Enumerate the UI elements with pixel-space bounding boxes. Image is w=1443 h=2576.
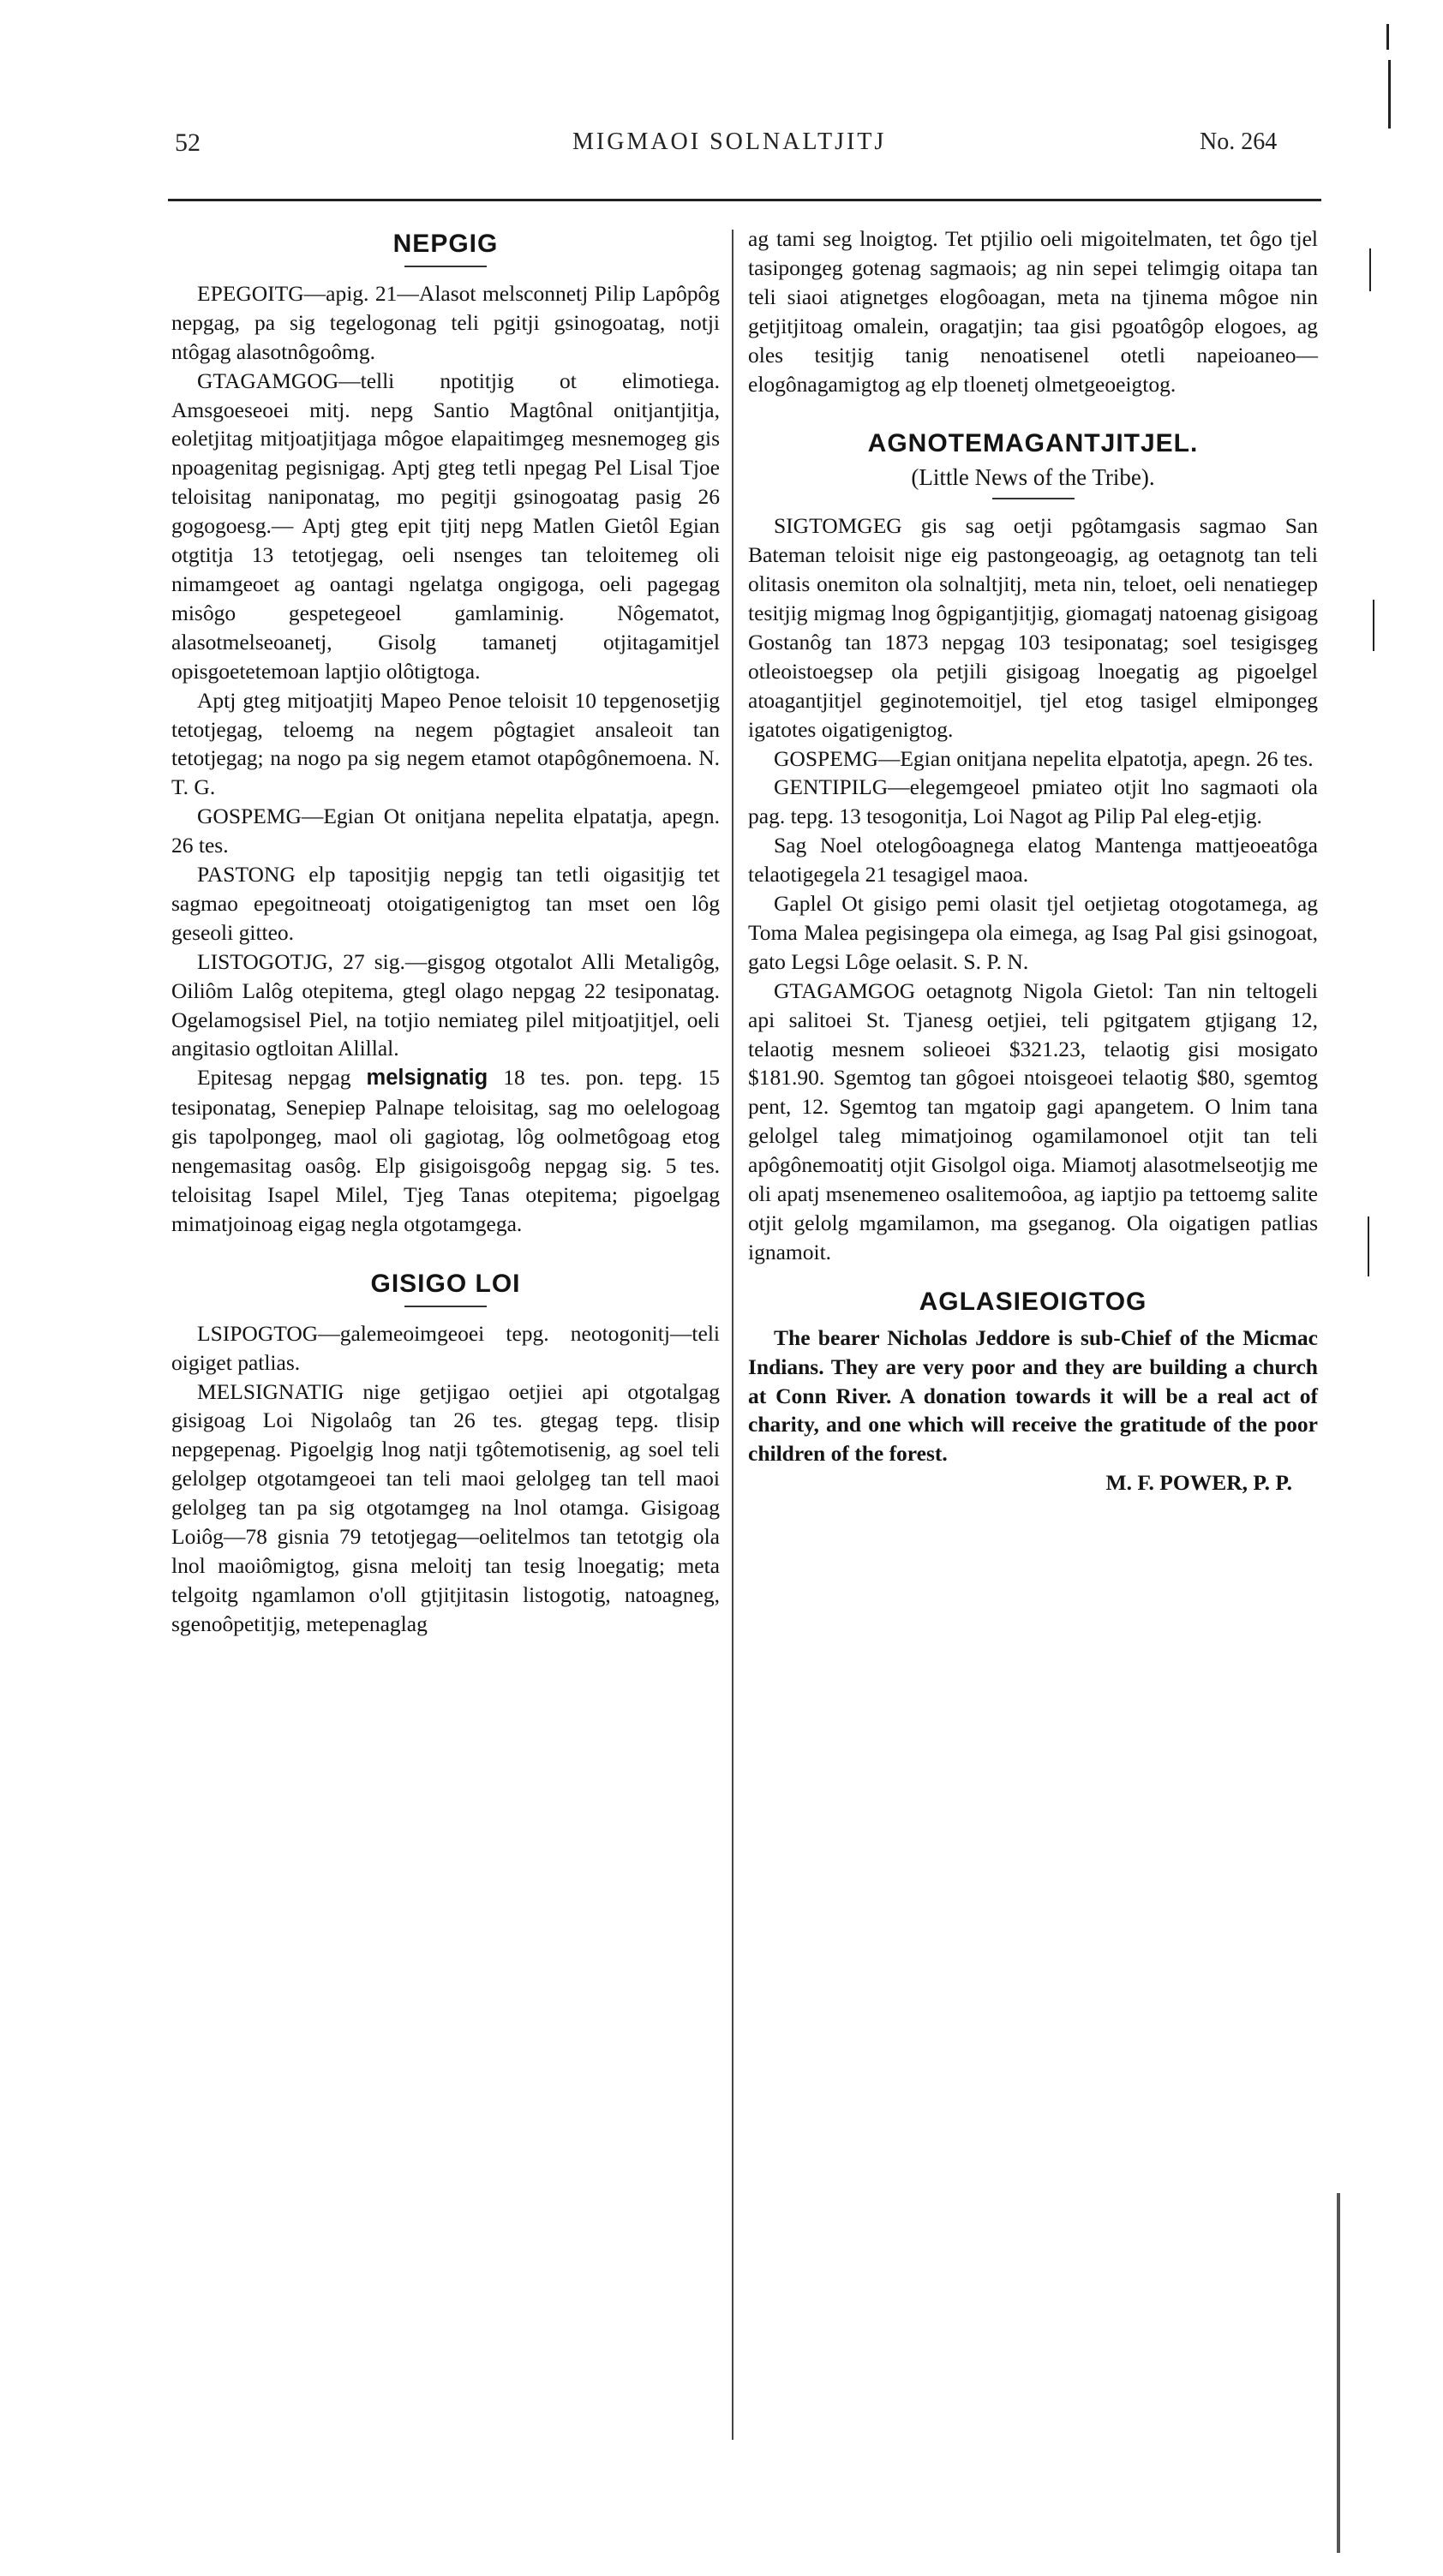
- section-rule: [404, 266, 487, 267]
- article-paragraph: LSIPOGTOG—galemeoimgeoei tepg. neotogonitj—teli oigiget patlias.: [171, 1320, 720, 1375]
- article-paragraph: GTAGAMGOG oetagnotg Nigola Gietol: Tan nin teltogeli api salitoei St. Tjanesg oetjiei, teli pgitgatem gtjigang 12, telaotig mesnem solieoei $321.23, telaotig gisi mosigato $181.90. Sgemtog tan gôgoei ntoisgeoei telaotig $80, sgemtog pent, 12. Sgemtog tan mgatoip gagi apangetem. O lnim tana gelolgel taleg mimatjoinog ogamilamonoel otjit tan teli apôgônemoatitj otjit Gisolgol oiga. Miamotj alasotmelseotjig me oli apatj msenemeneo osalitemoôoa, ag iaptjio pa tettoemg salite otjit gelolg mgamilamon, ma gseganog. Ola oigatigen patlias ignamoit.: [748, 977, 1318, 1264]
- section-subheading: (Little News of the Tribe).: [911, 464, 1155, 491]
- article-paragraph: GOSPEMG—Egian Ot onitjana nepelita elpatatja, apegn. 26 tes.: [171, 804, 720, 858]
- article-paragraph: LISTOGOTJG, 27 sig.—gisgog otgotalot Alli Metaligôg, Oiliôm Lalôg otepitema, gtegl olago nepgag 22 tesiponatag. Ogelamogsisel Piel, na totjio nemiateg pilel mitjoatjitjel, oeli angitasio ogtloitan Alillal.: [171, 948, 720, 1061]
- section-heading-agnotemagantjitjel: AGNOTEMAGANTJITJEL.: [867, 429, 1199, 458]
- paragraph-text: 18 tes. pon. tepg. 15 tesiponatag, Senepiep Palnape teloisitag, sag mo oelelogoag gis tapolpongeg, maol oli gagiotag, lôg oolmetôgoag etog nengemasitag oasôg. Elp gisigoisgoôg nepgag sig. 5 tes. teloisitag Isapel Milel, Tjeg Tanas otepitema; pigoelgag mimatjoinoag eigag negla otgotamgega.: [171, 1065, 720, 1236]
- section-heading-gisigo-loi: GISIGO LOI: [370, 1269, 521, 1298]
- article-paragraph: GENTIPILG—elegemgeoel pmiateo otjit lno sagmaoti ola pag. tepg. 13 tesogonitja, Loi Nagot ag Pilip Pal eleg-etjig.: [748, 774, 1318, 829]
- article-paragraph: GOSPEMG—Egian onitjana nepelita elpatotja, apegn. 26 tes.: [774, 745, 1314, 771]
- article-paragraph: SIGTOMGEG gis sag oetji pgôtamgasis sagmao San Bateman teloisit nige eig pastongeoagig, ag oetagnotg tan teli olitasis onemiton ola solnaltjitj, meta nin, teloet, oeli nenatiegep tesitjig migmag lnog ôgpigantjitjig, giomagatj natoenag gisigoag Gostanôg tan 1873 nepgag 103 tesiponatag; soel tesigisgeg otleoistoegsep ola petjili gisigoag lnoegatig ag pigoelgel atoagantjitjel geginotemoitjel, tjel etog tasigel elmipongeg igatotes oigatigenigtog.: [748, 513, 1318, 742]
- paragraph-text: Epitesag nepgag: [197, 1065, 367, 1091]
- article-paragraph: MELSIGNATIG nige getjigao oetjiei api otgotalgag gisigoag Loi Nigolaôg tan 26 tes. gtegag tepg. tlisip nepgepenag. Pigoelgig lnog natji tgôtemotisenig, ag soel teli gelolgep otgotamgeoei tan teli maoi gelolgeg tan tell maoi gelolgeg tan pa sig otgotamgeg na lnol otamga. Gisigoag Loiôg—78 gisnia 79 tetotjegag—oelitelmos tan tetotgig ola lnol maoiômigtog, gisna meloitj tan tesig lnoegatig; meta telgoitg ngamlamon o'oll gtjitjitasin listogotig, natoagneg, sgenoôpetitjig, metepenaglag: [171, 1378, 720, 1636]
- article-paragraph: GTAGAMGOG—telli npotitjig ot elimotiega. Amsgoeseoei mitj. nepg Santio Magtônal onitjantjitja, eoletjitag mitjoatjitjaga môgoe elapaitimgeg mesnemogeg gis npoagenitag pegisnigag. Aptj gteg tetli npegag Pel Lisal Tjoe teloisitag naniponatag, mo pegitji gsinogoatag pasig 26 gogogoesg.— Aptj gteg epit tjitj nepg Matlen Gietôl Egian otgtitja 13 tetotjegag, oeli nsenges tan teloitemeg oli nimamgeoet ag oantagi ngelatga ongigoga, oeli pagegag misôgo gespetegeoel gamlaminig. Nôgematot, alasotmelseoanetj, Gisolg tamanetj otjitagamitjel opisgoetetemoan laptjio olôtigtoga.: [171, 368, 720, 684]
- section-heading-aglasieoigtog: AGLASIEOIGTOG: [919, 1287, 1147, 1316]
- article-paragraph: Aptj gteg mitjoatjitj Mapeo Penoe teloisit 10 tepgenosetjig tetotjegag, teloemg na negem pôgtagiet ansaleoit tan tetotjegag; na nogo pa sig negem etamot otapôgônemoena. N. T. G.: [171, 687, 720, 800]
- article-paragraph: PASTONG elp tapositjig nepgig tan tetli oigasitjig tet sagmao epegoitneoatj otoigatigenigtog tan mset oen lôg geseoli gitteo.: [171, 862, 720, 945]
- left-column: [171, 224, 720, 1639]
- section-rule: [992, 498, 1075, 499]
- column-divider: [732, 230, 733, 2440]
- article-paragraph: Sag Noel otelogôoagnega elatog Mantenga mattjeoeatôga telaotigegela 21 tesagigel maoa.: [748, 833, 1318, 888]
- scan-mark: [1369, 248, 1371, 291]
- english-notice: The bearer Nicholas Jeddore is sub-Chief of the Micmac Indians. They are very poor and they are building a church at Conn River. A donation towards it will be a real act of charity, and one which will receive the gratitude of the poor children of the forest.: [748, 1324, 1318, 1467]
- section-heading-nepgig: NEPGIG: [392, 230, 499, 258]
- article-paragraph: [171, 1063, 720, 1238]
- header-rule: [168, 199, 1321, 201]
- signature: M. F. POWER, P. P.: [1105, 1470, 1292, 1496]
- article-paragraph-continued: ag tami seg lnoigtog. Tet ptjilio oeli migoitelmaten, tet ôgo tjel tasipongeg gotenag sagmaois; ag nin sepei telimgig oitapa tan teli siaoi atignetges elogôoagan, meta na tjinema môgoe nin getjitjitoag omalein, oragatjin; taa gisi pgoatôgôp elogoes, ag oles tesitjig tanig nenoatisenel otetli napeioaneo—elogônagamigtog ag elp tloenetj olmetgeoeigtog.: [748, 226, 1318, 397]
- article-paragraph: Gaplel Ot gisigo pemi olasit tjel oetjietag otogotamega, ag Toma Malea pegisingepa ola eimega, ag Isag Pal gisi gsinogoat, gato Legsi Lôge oelasit. S. P. N.: [748, 891, 1318, 974]
- emphasized-word: melsignatig: [366, 1066, 488, 1091]
- scan-mark: [1388, 60, 1391, 129]
- article-paragraph: EPEGOITG—apig. 21—Alasot melsconnetj Pilip Lapôpôg nepgag, pa sig tegelogonag teli pgitji gsinogoatag, notji ntôgag alasotnôgoômg.: [171, 280, 720, 364]
- scan-mark: [1337, 2193, 1340, 2553]
- scan-mark: [1373, 600, 1374, 651]
- issue-number: No. 264: [1200, 129, 1278, 155]
- scan-mark: [1386, 24, 1389, 50]
- right-column: [748, 224, 1318, 1497]
- page-header: [0, 129, 1443, 163]
- section-rule: [404, 1306, 487, 1307]
- running-title: MIGMAOI SOLNALTJITJ: [572, 129, 887, 155]
- page-number: 52: [175, 129, 201, 157]
- scan-mark: [1368, 1216, 1369, 1276]
